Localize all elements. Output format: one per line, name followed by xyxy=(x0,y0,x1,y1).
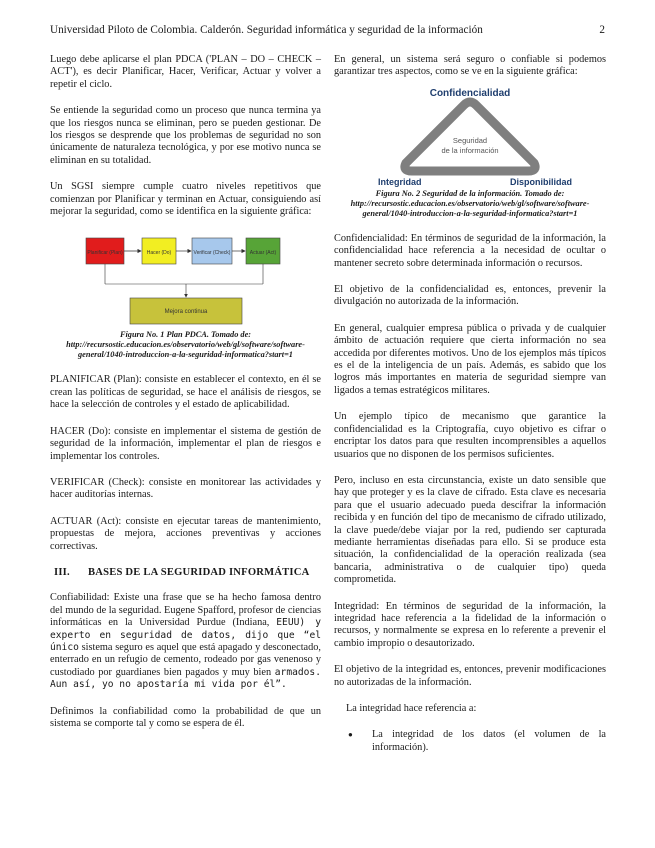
paragraph-confiabilidad xyxy=(50,592,321,691)
conf-text-2: sistema seguro es aquel que está apagado y desconectado, enterrado en un refugio de cemento, rodeado por gas venenoso y custodiado por guardianes bien pagados y muy bien xyxy=(50,641,321,678)
paragraph-integridad-ref: La integridad hace referencia a: xyxy=(346,703,477,714)
section-title: BASES DE LA SEGURIDAD INFORMÁTICA xyxy=(88,566,310,578)
pdca-diagram xyxy=(80,236,290,328)
paragraph-plan: PLANIFICAR (Plan): consiste en establecer el contexto, en él se crean las políticas de seguridad, se hace el análisis de riesgos, se hace la selección de controles y el estado de aplicabilidad. xyxy=(50,374,321,411)
label-center-2: de la información xyxy=(441,145,499,155)
paragraph-act: ACTUAR (Act): consiste en ejecutar tareas de mantenimiento, propuestas de mejora, acciones preventivas y acciones correctivas. xyxy=(50,515,321,552)
pdca-label-plan: Planificar (Plan) xyxy=(87,250,123,257)
conf-text-1: Confiabilidad: Existe una frase que se ha hecho famosa dentro del mundo de la seguridad. Eugene Spafford, profesor de ciencias informáticas en la Universidad Purdue (Indiana, xyxy=(50,592,321,629)
figure-2-caption: Figura No. 2 Seguridad de la información. Tomado de: http://recursostic.educacion.es/observatorio/web/gl/software/software-general/1040-introduccion-a-la-seguridad-informatica?start=1 xyxy=(350,188,590,218)
pdca-label-act: Actuar (Act) xyxy=(249,250,277,257)
pdca-label-improvement: Mejora continua xyxy=(164,309,208,316)
running-title: Universidad Piloto de Colombia. Calderón. Seguridad informática y seguridad de la información xyxy=(50,24,483,36)
paragraph-clave-cifrado: Pero, incluso en esta circunstancia, existe un dato sensible que hay que proteger y es la clave de cifrado. Esta clave es necesaria para que el usuario adecuado pueda descifrar la información recibida y en función del tipo de mecanismo de cifrado utilizado, la clave puede/debe viajar por la red, pudiendo ser capturada mediante herramientas diseñadas para ello. Si se produce esta situación, la confidencialidad de la operación realizada (sea bancaria, administrativa o de cualquier tipo) queda comprometida. xyxy=(334,474,606,586)
paragraph-objetivo-integridad: El objetivo de la integridad es, entonces, prevenir modificaciones no autorizadas de la información. xyxy=(334,664,606,688)
paragraph-confidencialidad: Confidencialidad: En términos de seguridad de la información, la confidencialidad hace referencia a la necesidad de ocultar o mantener secreto sobre determinada información o recursos. xyxy=(334,232,606,269)
pdca-label-do: Hacer (Do) xyxy=(146,250,172,257)
figure-security-triangle xyxy=(356,87,606,187)
right-column xyxy=(334,54,606,754)
paragraph-empresa: En general, cualquier empresa pública o privada y de cualquier ámbito de actuación requiere que cierta información no sea accedida por diferentes motivos. Uno de los ejemplos más típicos es el de la inteligencia de un país. Además, es sabido que los logros más importantes en materia de seguridad siempre van ligados a temas estratégicos militares. xyxy=(334,322,606,396)
figure-1-caption: Figura No. 1 Plan PDCA. Tomado de: http://recursostic.educacion.es/observatorio/web/gl/software/software-general/1040-introduccion-a-la-seguridad-informatica?start=1 xyxy=(66,330,305,360)
conf-mono-1: EEUU) y experto en seguridad de datos, dijo que “el único xyxy=(50,617,322,653)
paragraph-pdca-intro: Luego debe aplicarse el plan PDCA ('PLAN – DO – CHECK – ACT'), es decir Planificar, Hacer, Verificar, Actuar y volver a repetir el ciclo. xyxy=(50,54,321,90)
label-integridad: Integridad xyxy=(378,176,422,187)
running-header xyxy=(50,24,605,36)
conf-mono-2: armados. Aun así, yo no apostaría mi vida por él”. xyxy=(50,666,321,691)
left-column xyxy=(50,54,321,744)
paragraph-check: VERIFICAR (Check): consiste en monitorear las actividades y hacer auditorías internas. xyxy=(50,476,321,501)
paragraph-do: HACER (Do): consiste en implementar el sistema de gestión de seguridad de la información, implementar el plan de riesgos e implementar los controles. xyxy=(50,425,321,462)
paragraph-integridad: Integridad: En términos de seguridad de la información, la integridad hace referencia a la fidelidad de la información o recursos, y normalmente se expresa en lo referente a prevenir el cambio impropio o desautorizado. xyxy=(334,600,606,649)
paragraph-sgsi: Un SGSI siempre cumple cuatro niveles repetitivos que comienzan por Planificar y terminan en Actuar, consiguiendo así mejorar la seguridad, como se identifica en la siguiente gráfica: xyxy=(50,181,321,218)
page-number: 2 xyxy=(599,24,605,36)
figure-pdca xyxy=(80,236,321,328)
label-disponibilidad: Disponibilidad xyxy=(510,176,572,187)
paragraph-three-aspects: En general, un sistema será seguro o confiable si podemos garantizar tres aspectos, como se ve en la siguiente gráfica: xyxy=(334,54,606,78)
label-center-1: Seguridad xyxy=(452,135,488,145)
pdca-label-check: Verificar (Check) xyxy=(193,250,231,257)
section-heading xyxy=(50,567,321,579)
bullet-item: ● La integridad de los datos (el volumen de la información). xyxy=(372,729,606,754)
paragraph-definition: Definimos la confiabilidad como la probabilidad de que un sistema se comporte tal y como se espera de él. xyxy=(50,705,321,729)
label-confidencialidad: Confidencialidad xyxy=(429,87,511,99)
bullet-list xyxy=(334,729,606,754)
paragraph-criptografia: Un ejemplo típico de mecanismo que garantice la confidencialidad es la Criptografía, cuyo objetivo es cifrar o encriptar los datos para que resulten incomprensibles a aquellos usuarios que no disponen de los permisos suficientes. xyxy=(334,411,606,460)
triangle-diagram xyxy=(356,87,596,187)
paragraph-security-process: Se entiende la seguridad como un proceso que nunca termina ya que los riesgos nunca se eliminan, pero se pueden gestionar. De los riesgos se desprende que los problemas de seguridad no son únicamente de naturaleza tecnológica, y por ese motivo nunca se eliminan en su totalidad. xyxy=(50,105,321,166)
section-number: III. xyxy=(54,566,70,578)
paragraph-objetivo-confidencialidad: El objetivo de la confidencialidad es, entonces, prevenir la divulgación no autorizada de la información. xyxy=(334,284,606,308)
